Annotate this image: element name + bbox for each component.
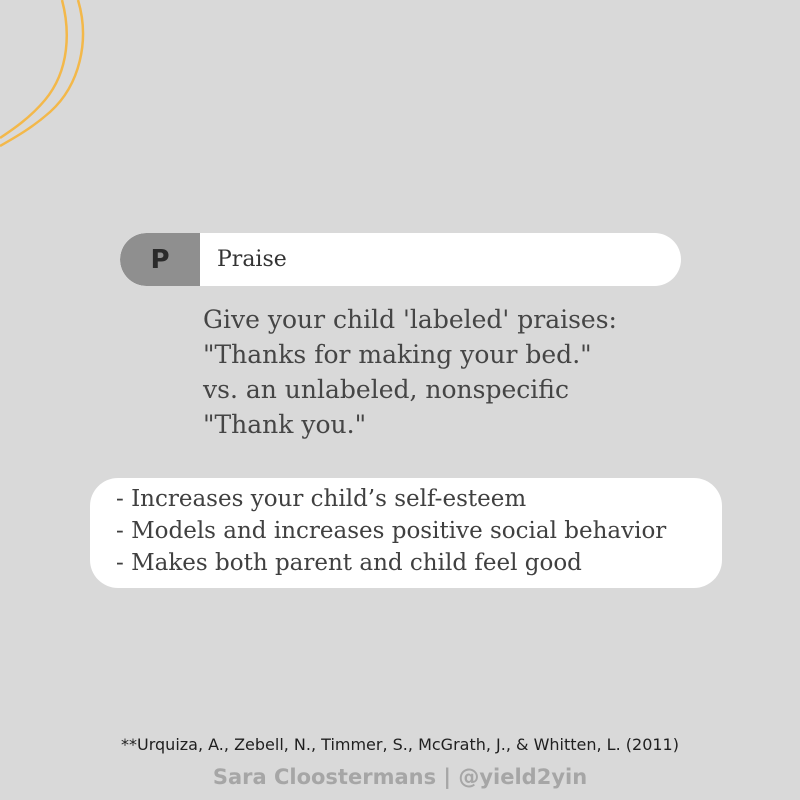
section-header xyxy=(120,233,681,286)
benefits-list xyxy=(116,483,666,579)
praise-description xyxy=(203,302,763,442)
benefit-item: - Models and increases positive social behavior xyxy=(116,518,667,544)
section-title: Praise xyxy=(217,247,287,272)
citation: **Urquiza, A., Zebell, N., Timmer, S., McGrath, J., & Whitten, L. (2011) xyxy=(121,735,679,754)
benefit-item: - Increases your child’s self-esteem xyxy=(116,486,527,512)
description-line: Give your child 'labeled' praises: xyxy=(203,305,617,334)
letter-badge: P xyxy=(120,233,200,286)
author-credit: Sara Cloostermans | @yield2yin xyxy=(212,765,588,789)
description-line: vs. an unlabeled, nonspecific xyxy=(203,375,569,404)
description-line: "Thanks for making your bed." xyxy=(203,340,592,369)
decorative-curves xyxy=(0,0,110,160)
benefit-item: - Makes both parent and child feel good xyxy=(116,550,582,576)
description-line: "Thank you." xyxy=(203,410,367,439)
decorative-curve-inner xyxy=(0,0,83,146)
decorative-curve-outer xyxy=(0,0,67,138)
